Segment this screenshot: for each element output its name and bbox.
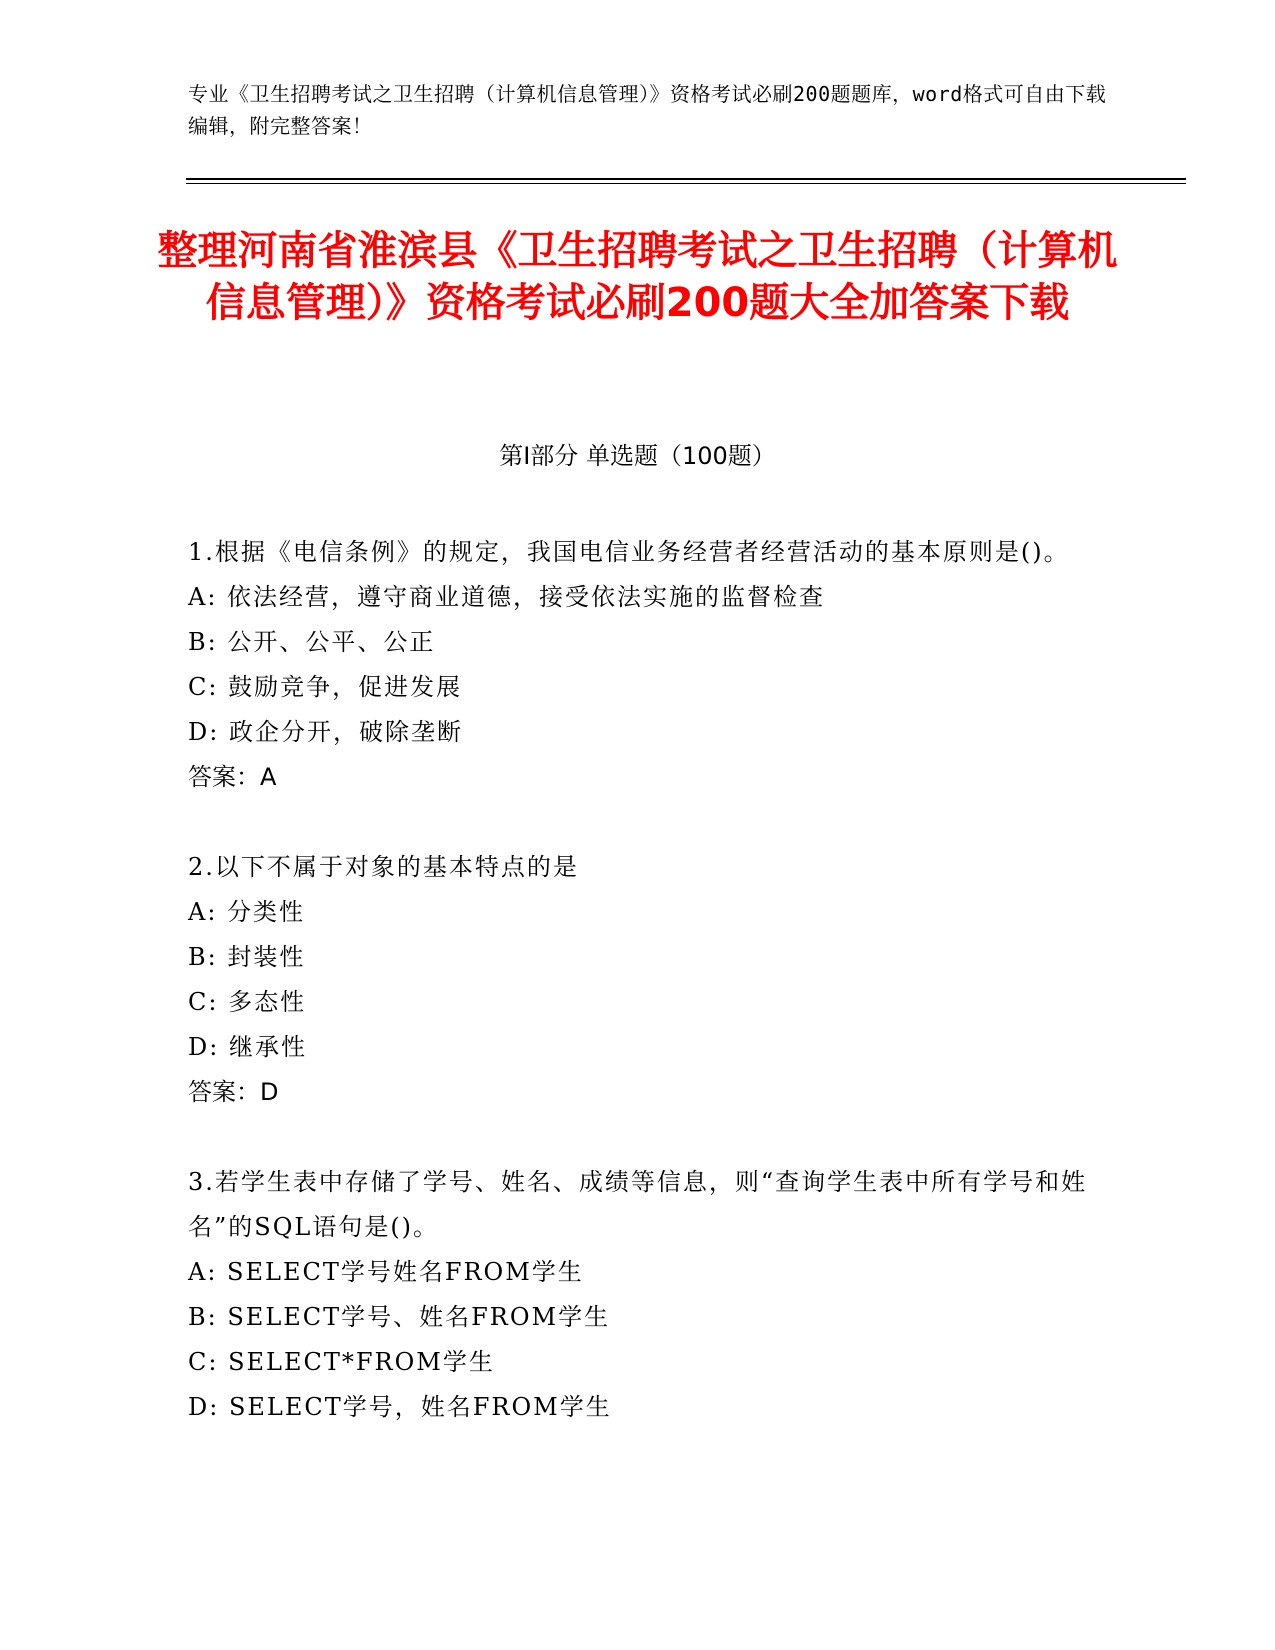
option-c: C: 鼓励竞争，促进发展	[188, 673, 463, 701]
option-b: B: 公开、公平、公正	[188, 628, 436, 656]
option-b: B: SELECT学号、姓名FROM学生	[188, 1303, 611, 1331]
question-stem: 3.若学生表中存储了学号、姓名、成绩等信息，则“查询学生表中所有学号和姓名”的SQL语句是()。	[188, 1168, 1088, 1241]
question-1	[188, 530, 1088, 800]
question-stem: 1.根据《电信条例》的规定，我国电信业务经营者经营活动的基本原则是()。	[188, 538, 1070, 566]
question-2	[188, 845, 1088, 1115]
option-c: C: 多态性	[188, 988, 307, 1016]
question-stem: 2.以下不属于对象的基本特点的是	[188, 853, 579, 881]
header-divider	[186, 178, 1186, 180]
option-d: D: 继承性	[188, 1033, 307, 1061]
option-d: D: SELECT学号，姓名FROM学生	[188, 1393, 612, 1421]
option-c: C: SELECT*FROM学生	[188, 1348, 495, 1376]
option-b: B: 封装性	[188, 943, 306, 971]
option-a: A: 分类性	[188, 898, 306, 926]
option-d: D: 政企分开，破除垄断	[188, 718, 463, 746]
section-title: 第Ⅰ部分 单选题（100题）	[499, 442, 776, 470]
question-3	[188, 1160, 1088, 1430]
option-a: A: SELECT学号姓名FROM学生	[188, 1258, 584, 1286]
answer: 答案：A	[188, 763, 277, 791]
option-a: A: 依法经营，遵守商业道德，接受依法实施的监督检查	[188, 583, 826, 611]
page-title: 整理河南省淮滨县《卫生招聘考试之卫生招聘（计算机信息管理）》资格考试必刷200题大全加答案下载	[157, 228, 1118, 326]
header-note: 专业《卫生招聘考试之卫生招聘（计算机信息管理）》资格考试必刷200题题库，word格式可自由下载编辑，附完整答案！	[188, 82, 1107, 138]
answer: 答案：D	[188, 1078, 279, 1106]
header-divider-thin	[186, 183, 1186, 184]
question-list	[188, 530, 1088, 1475]
